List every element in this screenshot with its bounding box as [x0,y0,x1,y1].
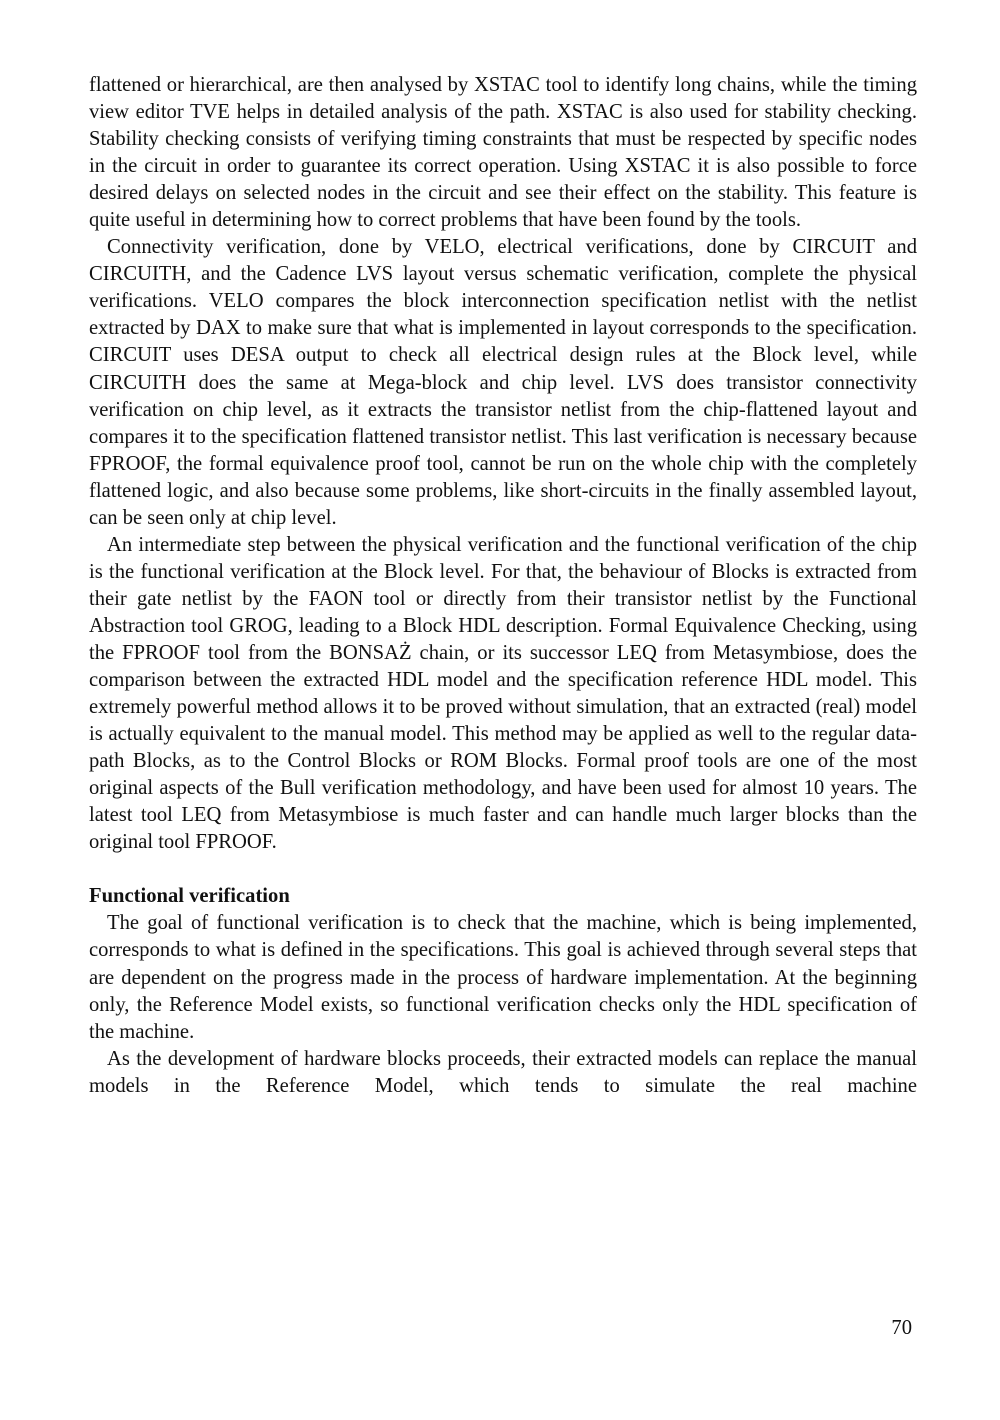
paragraph-timing-analysis: flattened or hierarchical, are then analysed by XSTAC tool to identify long chains, while the timing view editor TVE helps in detailed analysis of the path. XSTAC is also used for stability checking. Stability checking consists of verifying timing constraints that must be respected by specific nodes in the circuit in order to guarantee its correct operation. Using XSTAC it is also possible to force desired delays on selected nodes in the circuit and see their effect on the stability. This feature is quite useful in determining how to correct problems that have been found by the tools. [89,74,917,232]
paragraph-physical-verification: Connectivity verification, done by VELO, electrical verifications, done by CIRCUIT and CIRCUITH, and the Cadence LVS layout versus schematic verification, complete the physical verifications. VELO compares the block interconnection specification netlist with the netlist extracted by DAX to make sure that what is implemented in layout corresponds to the specification. CIRCUIT uses DESA output to check all electrical design rules at the Block level, while CIRCUITH does the same at Mega-block and chip level. LVS does transistor connectivity verification on chip level, as it extracts the transistor netlist from the chip-flattened layout and compares it to the specification flattened transistor netlist. This last verification is necessary because FPROOF, the formal equivalence proof tool, cannot be run on the whole chip with the completely flattened logic, and also because some problems, like short-circuits in the finally assembled layout, can be seen only at chip level. [89,236,917,529]
paragraph-functional-goal: The goal of functional verification is to check that the machine, which is being implemented, corresponds to what is defined in the specifications. This goal is achieved through several steps that are dependent on the progress made in the process of hardware implementation. At the beginning only, the Reference Model exists, so functional verification checks only the HDL specification of the machine. [89,912,917,1043]
paragraph-block-level-verification: An intermediate step between the physical verification and the functional verification of the chip is the functional verification at the Block level. For that, the behaviour of Blocks is extracted from their gate netlist by the FAON tool or directly from their transistor netlist by the Functional Abstraction tool GROG, leading to a Block HDL description. Formal Equivalence Checking, using the FPROOF tool from the BONSAŻ chain, or its successor LEQ from Metasymbiose, does the comparison between the extracted HDL model and the specification reference HDL model. This extremely powerful method allows it to be proved without simulation, that an extracted (real) model is actually equivalent to the manual model. This method may be applied as well to the regular data-path Blocks, as to the Control Blocks or ROM Blocks. Formal proof tools are one of the most original aspects of the Bull verification methodology, and have been used for almost 10 years. The latest tool LEQ from Metasymbiose is much faster and can handle much larger blocks than the original tool FPROOF. [89,533,917,854]
section-heading: Functional verification [89,885,290,908]
paragraph-hardware-development: As the development of hardware blocks proceeds, their extracted models can replace the manual models in the Reference Model, which tends to simulate the real machine [89,1047,917,1097]
page-body [89,72,917,1100]
page-number: 70 [891,1317,912,1339]
